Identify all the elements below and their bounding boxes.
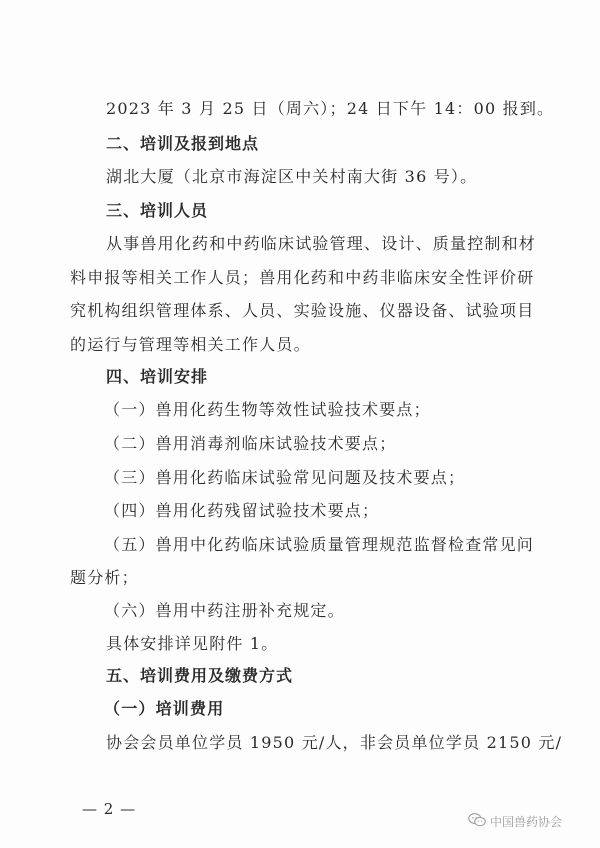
section-3-line-2: 料申报等相关工作人员；兽用化药和中药非临床安全性评价研	[70, 268, 535, 287]
section-4-item-3: （三）兽用化药临床试验常见问题及技术要点；	[104, 468, 466, 487]
section-3-heading: 三、培训人员	[106, 201, 209, 220]
date-line: 2023 年 3 月 25 日（周六）；24 日下午 14：00 报到。	[106, 99, 555, 118]
section-2-text: 湖北大厦（北京市海淀区中关村南大街 36 号）。	[106, 167, 478, 186]
section-5-heading: 五、培训费用及缴费方式	[106, 666, 294, 685]
section-4-item-4: （四）兽用化药残留试验技术要点；	[104, 501, 380, 520]
wechat-icon	[468, 812, 486, 831]
section-3-line-1: 从事兽用化药和中药临床试验管理、设计、质量控制和材	[106, 234, 537, 253]
page-number: — 2 —	[82, 800, 137, 818]
section-4-item-1: （一）兽用化药生物等效性试验技术要点；	[104, 400, 431, 419]
section-4-item-6: （六）兽用中药注册补充规定。	[104, 601, 345, 620]
section-5-text: 协会会员单位学员 1950 元/人，非会员单位学员 2150 元/	[106, 733, 563, 752]
section-4-item-5-cont: 题分析；	[70, 568, 139, 587]
wechat-watermark	[468, 812, 562, 831]
section-4-item-2: （二）兽用消毒剂临床试验技术要点；	[104, 434, 397, 453]
section-3-line-3: 究机构组织管理体系、人员、实验设施、仪器设备、试验项目	[70, 301, 535, 320]
section-3-line-4: 的运行与管理等相关工作人员。	[70, 335, 311, 354]
section-2-heading: 二、培训及报到地点	[106, 134, 260, 153]
section-4-item-5: （五）兽用中化药临床试验质量管理规范监督检查常见问	[104, 535, 535, 554]
section-5-sub-heading: （一）培训费用	[104, 699, 225, 718]
section-4-note: 具体安排详见附件 1。	[106, 634, 279, 653]
watermark-text: 中国兽药协会	[490, 815, 563, 829]
section-4-heading: 四、培训安排	[106, 367, 209, 386]
